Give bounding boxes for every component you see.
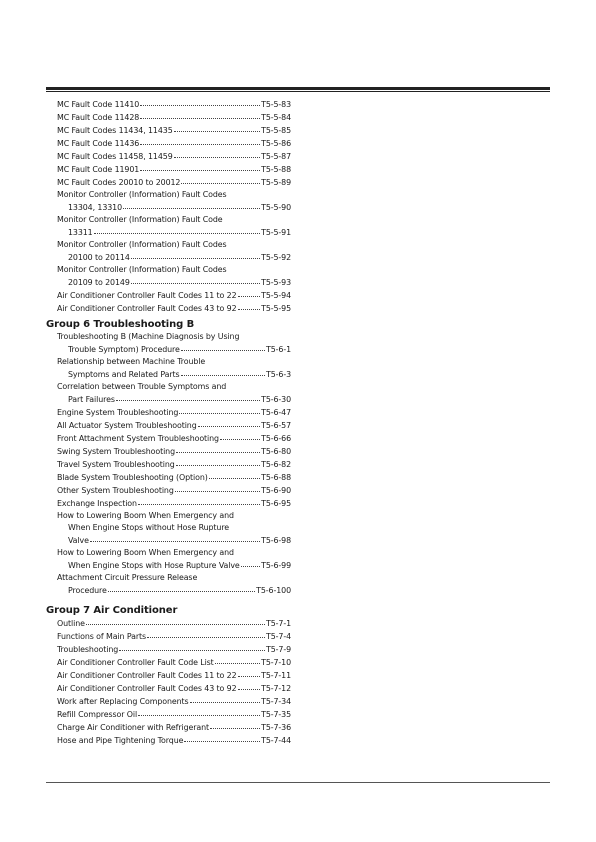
table-of-contents [46,98,296,747]
toc-entry-title: MC Fault Code 11436 [57,139,140,148]
toc-entry-page: T5-6-82 [261,460,291,469]
dot-leader [181,367,265,376]
toc-entry-page: T5-6-99 [261,561,291,570]
dot-leader [94,225,260,234]
group6-heading: Group 6 Troubleshooting B [46,319,195,330]
toc-entry-page: T5-6-3 [266,370,291,379]
toc-entry-title: Air Conditioner Controller Fault Codes 43 to 92 [57,684,237,693]
toc-entry-page: T5-5-86 [261,139,291,148]
toc-entry-page: T5-6-1 [266,345,291,354]
dot-leader [215,655,260,664]
dot-leader [140,110,260,119]
toc-entry-page: T5-6-98 [261,536,291,545]
dot-leader [123,200,260,209]
dot-leader [86,616,265,625]
toc-entry-page: T5-6-80 [261,447,291,456]
toc-entry-page: T5-5-93 [261,278,291,287]
toc-entry-title: Valve [68,536,89,545]
toc-entry-title: MC Fault Codes 11458, 11459 [57,152,173,161]
toc-entry-page: T5-5-95 [261,304,291,313]
header-rule-thick [46,87,550,90]
toc-entry-title: 13311 [68,228,93,237]
toc-entry-title: Charge Air Conditioner with Refrigerant [57,723,210,732]
dot-leader [209,470,260,479]
dot-leader [119,642,265,651]
toc-entry-title: Front Attachment System Troubleshooting [57,434,219,443]
toc-entry-title: MC Fault Code 11410 [57,100,140,109]
toc-entry-title: MC Fault Code 11428 [57,113,140,122]
toc-entry-page: T5-5-84 [261,113,291,122]
toc-entry-page: T5-5-91 [261,228,291,237]
toc-entry-title: How to Lowering Boom When Emergency and [57,548,234,557]
toc-entry-page: T5-6-90 [261,486,291,495]
toc-entry-page: T5-6-47 [261,408,291,417]
dot-leader [190,694,261,703]
toc-entry-page: T5-6-30 [261,395,291,404]
dot-leader [147,629,265,638]
toc-entry-title: Trouble Symptom) Procedure [68,345,180,354]
dot-leader [181,175,260,184]
dot-leader [238,301,261,310]
toc-entry-title: Symptoms and Related Parts [68,370,180,379]
toc-entry-title: Refill Compressor Oil [57,710,138,719]
toc-entry[interactable] [46,201,296,214]
dot-leader [238,668,261,677]
toc-entry[interactable] [46,734,296,747]
toc-entry-title: All Actuator System Troubleshooting [57,421,197,430]
toc-entry-title: 13304, 13310 [68,203,123,212]
toc-entry-title: Procedure [68,586,107,595]
dot-leader [174,149,260,158]
dot-leader [176,444,260,453]
toc-entry[interactable] [46,584,296,597]
dot-leader [140,162,260,171]
dot-leader [181,342,265,351]
toc-entry-page: T5-5-88 [261,165,291,174]
toc-entry-page: T5-6-88 [261,473,291,482]
dot-leader [138,496,260,505]
toc-entry-title: Air Conditioner Controller Fault Codes 11 to 22 [57,291,237,300]
toc-entry-title: Work after Replacing Components [57,697,189,706]
toc-entry-title: Functions of Main Parts [57,632,147,641]
footer-rule [46,782,550,783]
toc-entry[interactable] [46,497,296,510]
dot-leader [131,275,260,284]
toc-entry[interactable] [46,251,296,264]
toc-entry-title: Hose and Pipe Tightening Torque [57,736,184,745]
toc-entry-page: T5-5-92 [261,253,291,262]
toc-entry-page: T5-5-87 [261,152,291,161]
toc-entry-page: T5-7-1 [266,619,291,628]
dot-leader [174,123,260,132]
toc-entry-line [46,510,296,522]
group7-heading: Group 7 Air Conditioner [46,605,178,616]
toc-entry-title: Travel System Troubleshooting [57,460,175,469]
toc-entry-title: Air Conditioner Controller Fault Codes 43 to 92 [57,304,237,313]
toc-entry-page: T5-6-66 [261,434,291,443]
toc-entry-title: How to Lowering Boom When Emergency and [57,511,234,520]
toc-entry-page: T5-6-95 [261,499,291,508]
toc-entry-title: Engine System Troubleshooting [57,408,179,417]
toc-entry-title: Part Failures [68,395,115,404]
toc-entry-title: MC Fault Code 11901 [57,165,140,174]
toc-entry-title: Swing System Troubleshooting [57,447,175,456]
dot-leader [108,583,255,592]
dot-leader [241,558,260,567]
toc-entry-title: Outline [57,619,85,628]
dot-leader [138,707,260,716]
toc-entry-page: T5-7-44 [261,736,291,745]
toc-entry-title: Monitor Controller (Information) Fault Code [57,215,223,224]
dot-leader [210,720,260,729]
toc-entry-page: T5-7-10 [261,658,291,667]
dot-leader [116,392,260,401]
toc-entry-page: T5-6-100 [256,586,291,595]
toc-entry-title: Air Conditioner Controller Fault Code List [57,658,214,667]
header-rule-thin [46,91,550,92]
toc-entry-title: 20100 to 20114 [68,253,130,262]
group7-entries [46,617,296,747]
dot-leader [90,533,260,542]
toc-entry-page: T5-7-12 [261,684,291,693]
toc-entry-page: T5-7-36 [261,723,291,732]
toc-entry-title: Monitor Controller (Information) Fault Codes [57,265,227,274]
dot-leader [238,681,261,690]
toc-entry-page: T5-7-34 [261,697,291,706]
toc-entry-page: T5-5-90 [261,203,291,212]
toc-entry-title: MC Fault Codes 11434, 11435 [57,126,173,135]
toc-entry[interactable] [46,343,296,356]
toc-entry-page: T5-7-9 [266,645,291,654]
toc-entry[interactable] [46,368,296,381]
toc-entry[interactable] [46,176,296,189]
toc-entry-title: Monitor Controller (Information) Fault Codes [57,190,227,199]
dot-leader [140,97,260,106]
toc-entry-title: Relationship between Machine Trouble [57,357,206,366]
toc-entry-title: Other System Troubleshooting [57,486,174,495]
toc-entry-page: T5-6-57 [261,421,291,430]
group6-entries [46,331,296,597]
toc-entry-title: When Engine Stops without Hose Rupture [68,523,230,532]
group5-entries [46,98,296,315]
toc-entry-title: MC Fault Codes 20010 to 20012 [57,178,181,187]
dot-leader [140,136,260,145]
toc-entry-title: Attachment Circuit Pressure Release [57,573,198,582]
toc-entry-page: T5-5-94 [261,291,291,300]
toc-entry-title: Troubleshooting [57,645,119,654]
dot-leader [131,250,260,259]
dot-leader [176,457,260,466]
toc-entry-page: T5-7-11 [261,671,291,680]
toc-entry-title: Monitor Controller (Information) Fault Codes [57,240,227,249]
toc-entry-page: T5-7-35 [261,710,291,719]
toc-entry-title: Correlation between Trouble Symptoms and [57,382,227,391]
dot-leader [238,288,261,297]
dot-leader [175,483,260,492]
dot-leader [184,733,260,742]
toc-entry[interactable] [46,226,296,239]
dot-leader [198,418,260,427]
toc-entry-title: When Engine Stops with Hose Rupture Valve [68,561,240,570]
toc-entry-title: Air Conditioner Controller Fault Codes 11 to 22 [57,671,237,680]
toc-entry-page: T5-7-4 [266,632,291,641]
toc-entry-page: T5-5-85 [261,126,291,135]
dot-leader [179,405,260,414]
toc-entry-title: 20109 to 20149 [68,278,130,287]
toc-entry-page: T5-5-89 [261,178,291,187]
toc-entry-page: T5-5-83 [261,100,291,109]
toc-entry-title: Troubleshooting B (Machine Diagnosis by Using [57,332,240,341]
toc-entry-title: Blade System Troubleshooting (Option) [57,473,208,482]
toc-entry[interactable] [46,559,296,572]
toc-entry-title: Exchange Inspection [57,499,137,508]
dot-leader [220,431,260,440]
toc-entry[interactable] [46,534,296,547]
toc-entry[interactable] [46,302,296,315]
